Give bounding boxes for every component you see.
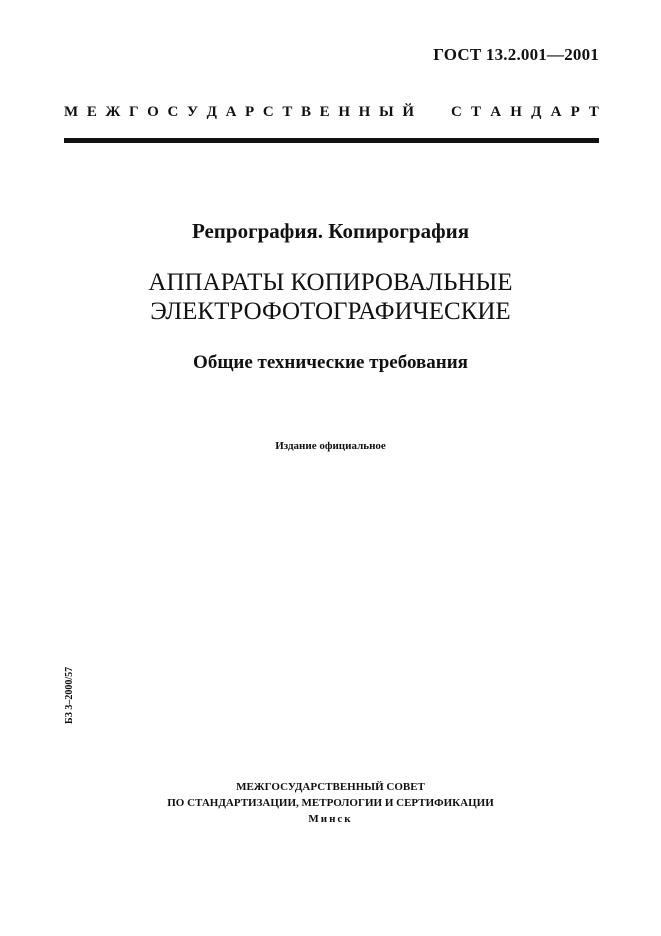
heading-letter: М [64, 104, 79, 120]
heading-letter: А [225, 104, 237, 120]
heading-letter: Й [402, 104, 414, 120]
heading-letter: Т [471, 104, 482, 120]
heading-letter: Е [86, 104, 97, 120]
heading-letter: Г [128, 104, 139, 120]
heading-letter: Р [570, 104, 580, 120]
standard-type-word-interstate [64, 104, 414, 121]
heading-letter: Т [588, 104, 599, 120]
publisher-city: Минск [308, 813, 353, 825]
subject-area: Репрография. Копирография [191, 219, 470, 243]
heading-letter: Н [358, 104, 371, 120]
title-line-2: ЭЛЕКТРОФОТОГРАФИЧЕСКИЕ [150, 298, 511, 325]
heading-letter: Т [282, 104, 293, 120]
title-line-1: АППАРАТЫ КОПИРОВАЛЬНЫЕ [148, 269, 513, 296]
heading-letter: Д [206, 104, 217, 120]
heading-letter: В [301, 104, 312, 120]
heading-letter: Ы [378, 104, 394, 120]
publisher-line-2: ПО СТАНДАРТИЗАЦИИ, МЕТРОЛОГИИ И СЕРТИФИКАЦИИ [167, 797, 494, 809]
heading-letter: А [550, 104, 562, 120]
side-code: БЗ 3–2000/57 [64, 666, 75, 724]
heading-letter: С [451, 104, 462, 120]
standard-type-heading [64, 104, 599, 121]
publisher-block [0, 779, 661, 827]
document-subtitle: Общие технические требования [193, 352, 468, 373]
document-title [0, 268, 661, 326]
heading-letter: Е [319, 104, 330, 120]
heading-letter: С [262, 104, 274, 120]
heading-letter: С [167, 104, 179, 120]
heading-letter: А [490, 104, 502, 120]
heading-letter: Ж [105, 104, 121, 120]
heading-letter: Н [338, 104, 350, 120]
edition-note: Издание официальное [275, 440, 386, 452]
publisher-line-1: МЕЖГОСУДАРСТВЕННЫЙ СОВЕТ [236, 781, 425, 793]
heading-letter: У [186, 104, 198, 120]
header-divider [64, 138, 599, 143]
heading-letter: О [147, 104, 159, 120]
standard-type-word-standard [451, 104, 599, 121]
standard-number: ГОСТ 13.2.001—2001 [433, 45, 599, 64]
heading-letter: Д [531, 104, 542, 120]
heading-letter: Н [510, 104, 522, 120]
heading-letter: Р [245, 104, 255, 120]
